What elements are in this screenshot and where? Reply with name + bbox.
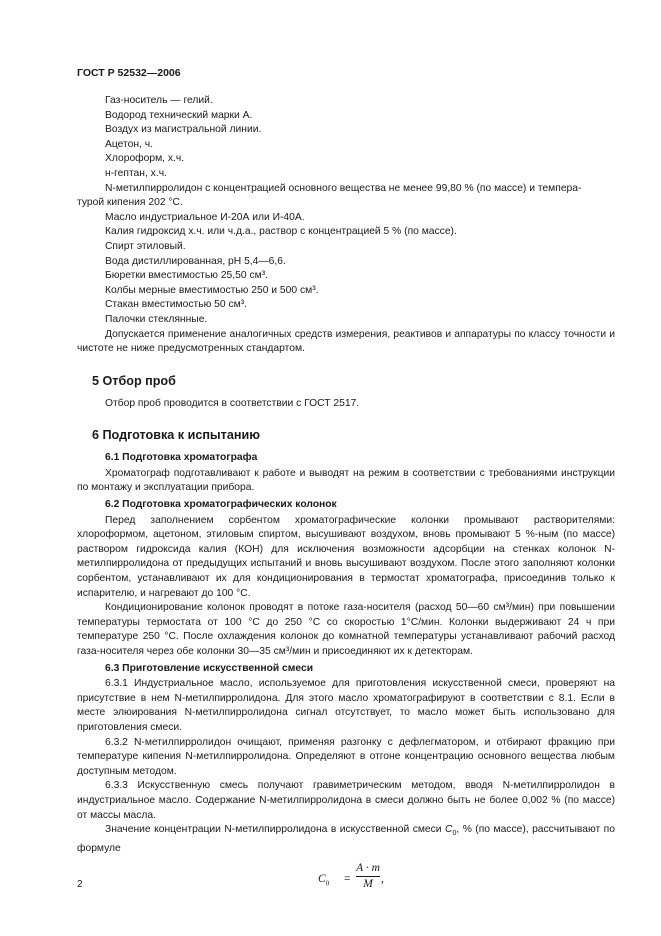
material-item: Палочки стеклянные. [105,313,208,325]
concentration-text-tail: , % (по массе), рассчитывают по формуле [77,824,615,854]
allowance-paragraph: Допускается применение аналогичных средств измерения, реактивов и аппаратуры по классу точности и чистоте не ниже предусмотренных стандартом. [77,328,615,355]
material-item: Масло индустриальное И-20А или И-40А. [105,211,305,223]
page-header: ГОСТ Р 52532—2006 [77,67,181,79]
subsection-6-1-title: 6.1 Подготовка хроматографа [105,452,258,464]
material-item: Вода дистиллированная, pH 5,4—6,6. [105,255,286,267]
subsection-6-2-title: 6.2 Подготовка хроматографических колонок [105,499,337,511]
subsection-6-1-text: Хроматограф подготавливают к работе и выводят на режим в соответствии с требованиями инструкции по монтажу и эксплуатации прибора. [77,467,615,494]
section-6-title: 6 Подготовка к испытанию [92,428,260,443]
clause-6-3-3: 6.3.3 Искусственную смесь получают гравиметрическим методом, вводя N-метилпирролидон в индустриальное масло. Содержание N-метилпирролидона в смеси должно быть не более 0,002 % (по массе) от массы масла. [77,780,615,821]
page-number: 2 [77,879,83,890]
section-5-title: 5 Отбор проб [92,373,176,388]
formula-fraction [356,862,380,891]
material-item-nmp-line1: N-метилпирролидон с концентрацией основного вещества не менее 99,80 % (по массе) и темпера- [105,182,582,194]
material-item: Стакан вместимостью 50 см³. [105,299,247,311]
material-item: Колбы мерные вместимостью 250 и 500 см³. [105,284,319,296]
material-item: Спирт этиловый. [105,240,186,252]
formula-numerator: A · m [356,862,380,877]
concentration-paragraph [77,823,615,856]
concentration-formula [77,862,615,892]
formula-equals: = [344,873,351,886]
concentration-text: Значение концентрации N-метилпирролидона в искусственной смеси [105,824,442,836]
subsection-6-3-title: 6.3 Приготовление искусственной смеси [105,662,314,674]
page-content [77,94,615,892]
clause-6-3-2: 6.3.2 N-метилпирролидон очищают, применяя разгонку с дефлегматором, и отбирают фракцию при температуре кипения N-метилпирролидона. Определяют в отгоне концентрацию основного вещества любым доступным методом. [77,736,615,777]
material-item: Хлороформ, х.ч. [105,153,185,165]
subsection-6-2-paragraph-1: Перед заполнением сорбентом хроматографические колонки промывают растворителями: хлороформом, ацетоном, этиловым спиртом, высушивают воздухом, вновь промывают 5 %-ным (по массе) раствором гидроксида калия (КОН) для исключения возможности адсорбции на стенках колонок N-метилпирролидона от предыдущих испытаний и вновь высушивают воздухом. После этого заполняют колонки сорбентом, устанавливают их для кондиционирования в термостат хроматографа, присоединив только к испарителю, и нагревают до 100 °С. [77,514,615,599]
material-item: Воздух из магистральной линии. [105,124,262,136]
concentration-symbol: C [445,824,453,836]
formula-lhs-subscript: 0 [325,879,330,888]
material-item: Газ-носитель — гелий. [105,95,213,106]
material-item: Ацетон, ч. [105,138,153,150]
formula-denominator: M [363,878,373,891]
concentration-symbol-subscript: 0 [452,830,457,838]
formula-lhs-symbol: C [318,873,326,886]
material-item: н-гептан, х.ч. [105,167,167,179]
clause-6-3-1: 6.3.1 Индустриальное масло, используемое для приготовления искусственной смеси, проверяют на присутствие в нем N-метилпирролидона. Для этого масло хроматографируют в соответствии с 8.1. Если в месте элюирования N-метилпирролидона сигнал отсутствует, то масло может быть использовано для приготовления смеси. [77,678,615,733]
subsection-6-2-paragraph-2: Кондиционирование колонок проводят в потоке газа-носителя (расход 50—60 см³/мин) при повышении температуры термостата от 100 °С до 250 °С со скоростью 1°С/мин. Колонки выдерживают 24 ч при температуре 250 °С. После охлаждения колонок до комнатной температуры устанавливают рабочий расход газа-носителя через обе колонки 30—35 см³/мин и присоединяют их к детекторам. [77,602,615,657]
material-item: Водород технический марки А. [105,109,253,121]
section-5-text: Отбор проб проводится в соответствии с ГОСТ 2517. [105,397,360,409]
material-item: Калия гидроксид х.ч. или ч.д.а., раствор с концентрацией 5 % (по массе). [105,226,457,238]
formula-lhs [318,872,329,891]
material-item: Бюретки вместимостью 25,50 см³. [105,270,268,282]
material-item-nmp-line2: турой кипения 202 °С. [77,197,183,209]
formula-comma: , [381,873,384,886]
